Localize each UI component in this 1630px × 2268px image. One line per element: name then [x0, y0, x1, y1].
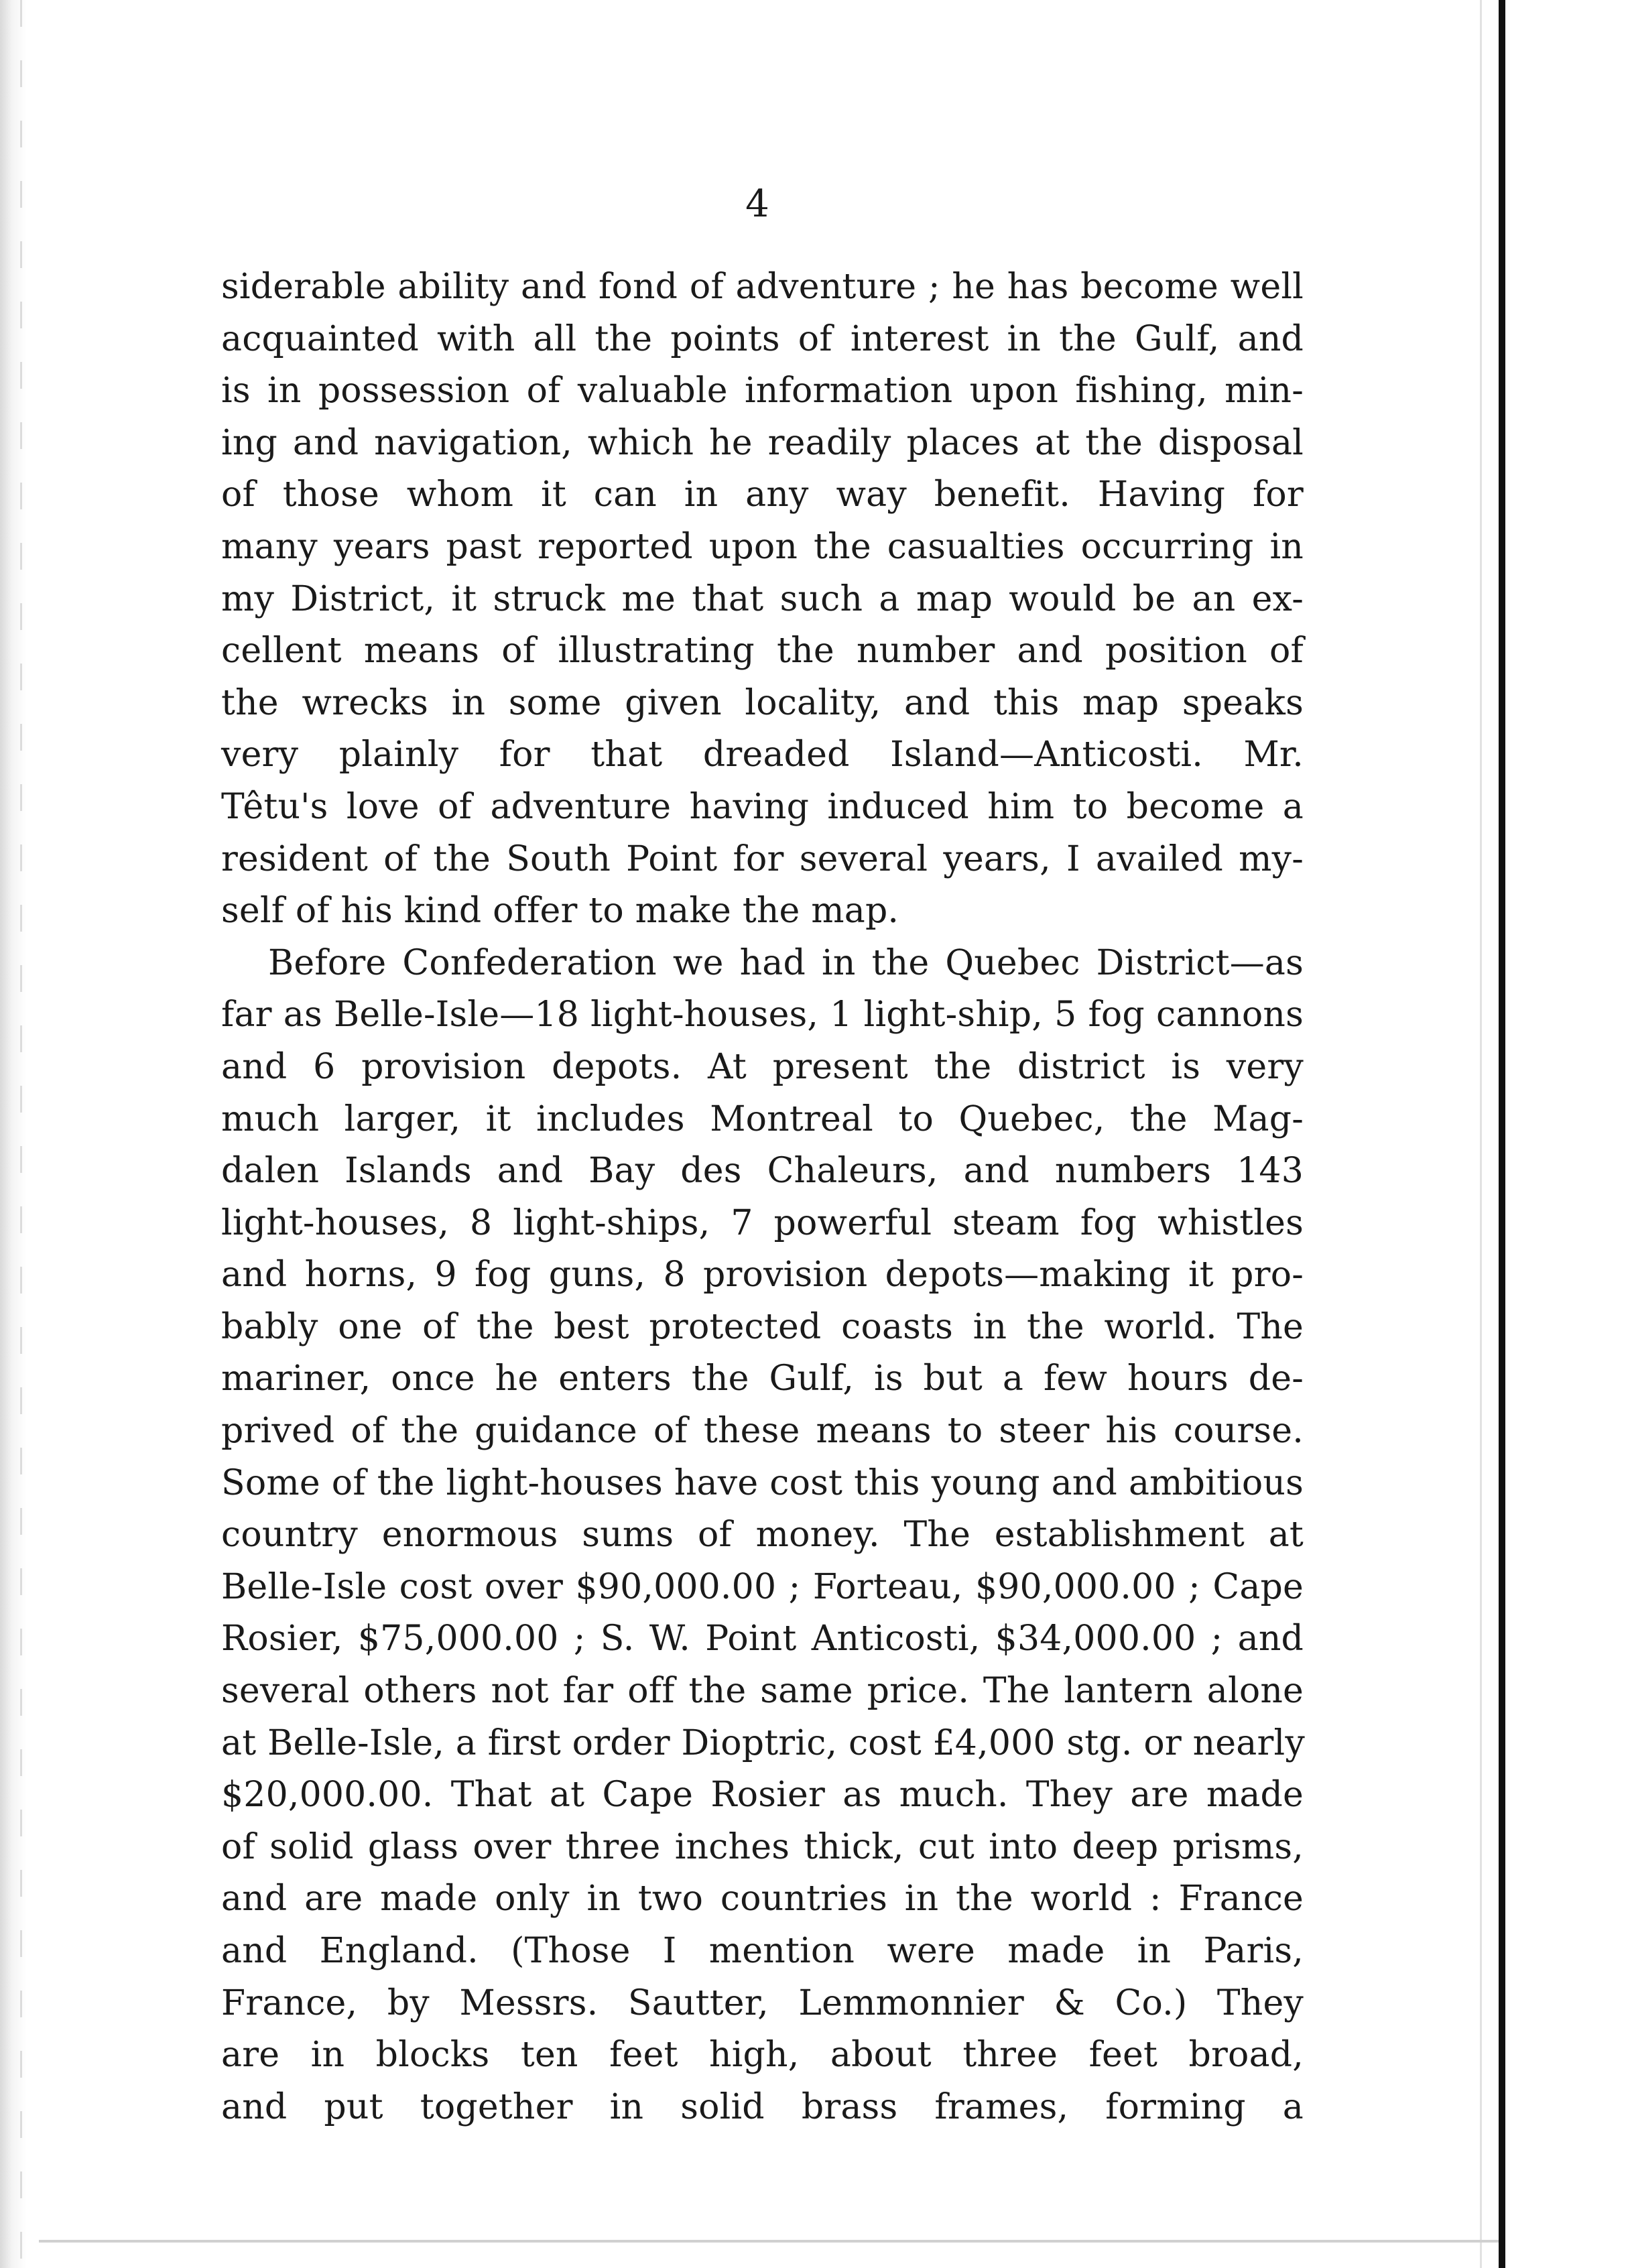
text-line: acquainted with all the points of interest in the Gulf, and — [221, 318, 1304, 359]
text-line: country enormous sums of money. The establishment at — [221, 1515, 1304, 1556]
text-line: and horns, 9 fog guns, 8 provision depots—making it pro- — [221, 1255, 1304, 1296]
page-bottom-edge — [39, 2240, 1499, 2243]
text-line: and are made only in two countries in the world : France — [221, 1879, 1304, 1919]
page-number: 4 — [745, 182, 769, 226]
text-line: many years past reported upon the casualties occurring in — [221, 526, 1304, 567]
text-line: Some of the light-houses have cost this young and ambitious — [221, 1462, 1304, 1503]
text-line: siderable ability and fond of adventure ; he has become well — [221, 267, 1304, 307]
text-line: and put together in solid brass frames, forming a — [221, 2086, 1304, 2127]
text-line: Before Confederation we had in the Quebec District—as — [268, 942, 1304, 983]
text-line: are in blocks ten feet high, about three feet broad, — [221, 2035, 1304, 2076]
text-line: France, by Messrs. Sautter, Lemmonnier & Co.) They — [221, 1982, 1304, 2023]
text-line: prived of the guidance of these means to steer his course. — [221, 1411, 1304, 1452]
text-line: very plainly for that dreaded Island—Anticosti. Mr. — [221, 735, 1304, 775]
text-line: bably one of the best protected coasts in the world. The — [221, 1306, 1304, 1347]
text-line: cellent means of illustrating the number and position of — [221, 631, 1304, 672]
text-line: several others not far off the same price. The lantern alone — [221, 1671, 1304, 1712]
text-line: ing and navigation, which he readily places at the disposal — [221, 422, 1304, 463]
text-line: the wrecks in some given locality, and this map speaks — [221, 682, 1304, 723]
text-line: at Belle-Isle, a first order Dioptric, cost £4,000 stg. or nearly — [221, 1722, 1305, 1763]
page-edge-shadow — [1480, 0, 1482, 2268]
text-line: of those whom it can in any way benefit. Having for — [221, 475, 1304, 515]
text-line: my District, it struck me that such a map would be an ex- — [221, 578, 1304, 619]
text-line: and England. (Those I mention were made in Paris, — [221, 1931, 1304, 1971]
text-line: resident of the South Point for several years, I availed my- — [221, 838, 1304, 879]
page-binding-edge — [0, 0, 39, 2268]
text-line: Rosier, $75,000.00 ; S. W. Point Anticosti, $34,000.00 ; and — [221, 1619, 1304, 1659]
paragraph — [221, 261, 1304, 938]
text-line: and 6 provision depots. At present the district is very — [221, 1046, 1304, 1087]
text-line: far as Belle-Isle—18 light-houses, 1 light-ship, 5 fog cannons — [221, 995, 1304, 1035]
page-right-border — [1499, 0, 1505, 2268]
text-line: of solid glass over three inches thick, cut into deep prisms, — [221, 1826, 1304, 1867]
text-line: mariner, once he enters the Gulf, is but a few hours de- — [221, 1359, 1304, 1399]
text-line: dalen Islands and Bay des Chaleurs, and numbers 143 — [221, 1151, 1304, 1192]
text-line: light-houses, 8 light-ships, 7 powerful steam fog whistles — [221, 1202, 1304, 1243]
text-line: Têtu's love of adventure having induced him to become a — [221, 786, 1304, 827]
text-line: self of his kind offer to make the map. — [221, 891, 899, 932]
body-text — [221, 261, 1304, 2133]
text-line: much larger, it includes Montreal to Quebec, the Mag- — [221, 1098, 1304, 1139]
paragraph — [221, 938, 1304, 2134]
text-line: is in possession of valuable information upon fishing, min- — [221, 371, 1304, 412]
text-line: Belle-Isle cost over $90,000.00 ; Forteau, $90,000.00 ; Cape — [221, 1566, 1304, 1607]
text-line: $20,000.00. That at Cape Rosier as much. They are made — [221, 1775, 1304, 1816]
